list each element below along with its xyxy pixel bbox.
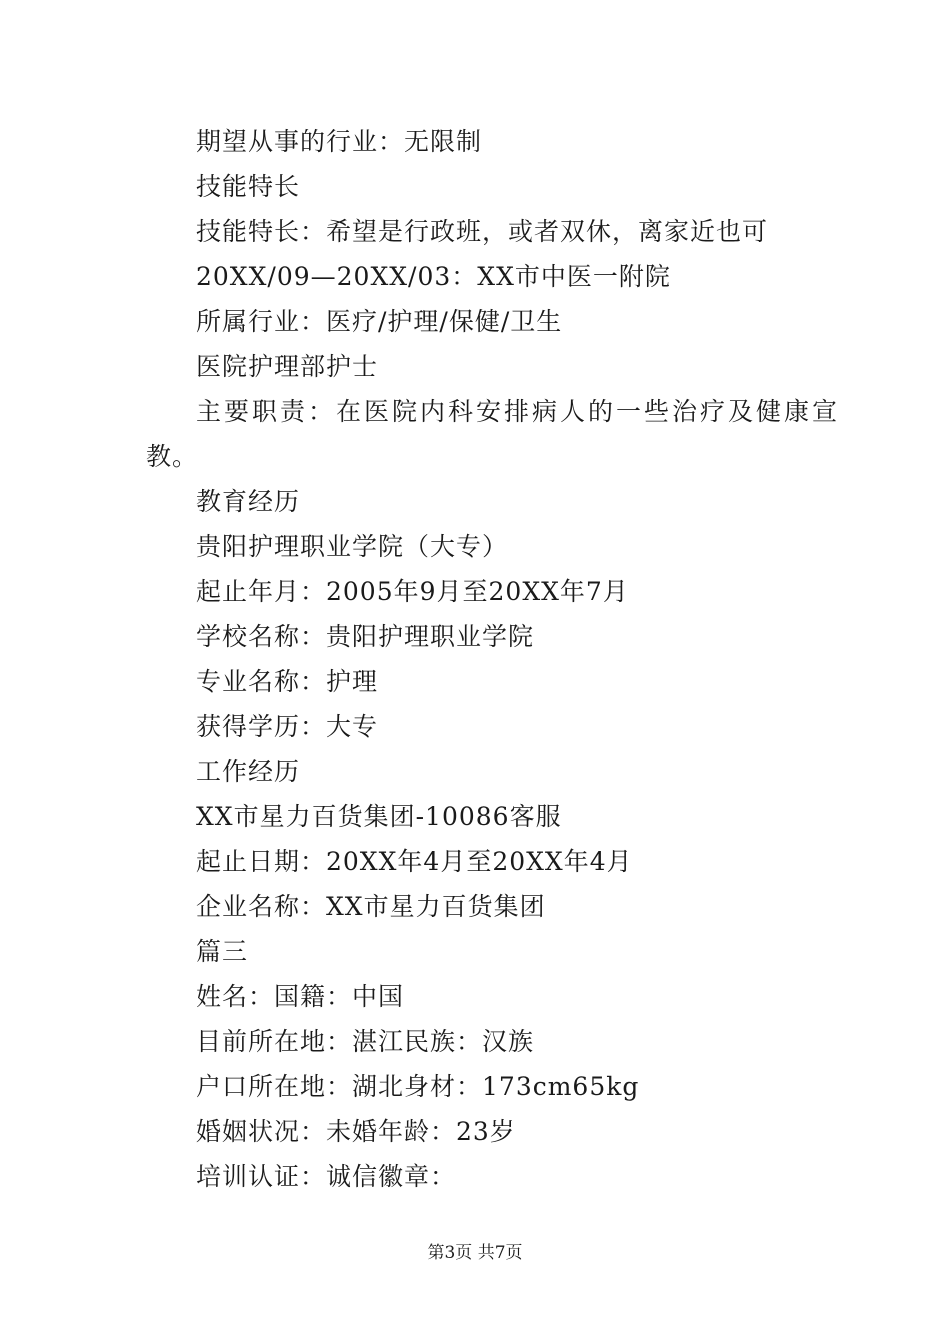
text-line: XX市星力百货集团-10086客服 bbox=[196, 802, 562, 831]
text-line: 贵阳护理职业学院（大专） bbox=[196, 532, 509, 561]
text-line: 20XX/09—20XX/03：XX市中医一附院 bbox=[196, 262, 671, 291]
text-line: 婚姻状况：未婚年龄：23岁 bbox=[196, 1117, 516, 1146]
text-line: 起止年月：2005年9月至20XX年7月 bbox=[196, 577, 629, 606]
section-heading: 技能特长 bbox=[196, 172, 301, 201]
text-line: 姓名：国籍：中国 bbox=[196, 982, 405, 1011]
section-heading: 工作经历 bbox=[196, 757, 301, 786]
text-line: 目前所在地：湛江民族：汉族 bbox=[196, 1027, 535, 1056]
page-number-footer: 第3页 共7页 bbox=[427, 1243, 523, 1263]
text-line-continuation: 教。 bbox=[146, 442, 199, 471]
text-line: 期望从事的行业：无限制 bbox=[196, 127, 483, 156]
text-line: 主要职责：在医院内科安排病人的一些治疗及健康宣 bbox=[196, 397, 841, 426]
text-line: 起止日期：20XX年4月至20XX年4月 bbox=[196, 847, 633, 876]
text-line: 医院护理部护士 bbox=[196, 352, 379, 381]
text-line: 技能特长：希望是行政班，或者双休，离家近也可 bbox=[196, 217, 769, 246]
text-line: 专业名称：护理 bbox=[196, 667, 379, 696]
text-line: 培训认证：诚信徽章： bbox=[196, 1162, 457, 1191]
text-line: 户口所在地：湖北身材：173cm65kg bbox=[196, 1072, 640, 1101]
text-line: 获得学历：大专 bbox=[196, 712, 379, 741]
section-heading: 教育经历 bbox=[196, 487, 301, 516]
text-line: 企业名称：XX市星力百货集团 bbox=[196, 892, 546, 921]
section-heading: 篇三 bbox=[196, 937, 249, 966]
text-line: 所属行业：医疗/护理/保健/卫生 bbox=[196, 307, 563, 336]
text-line: 学校名称：贵阳护理职业学院 bbox=[196, 622, 535, 651]
